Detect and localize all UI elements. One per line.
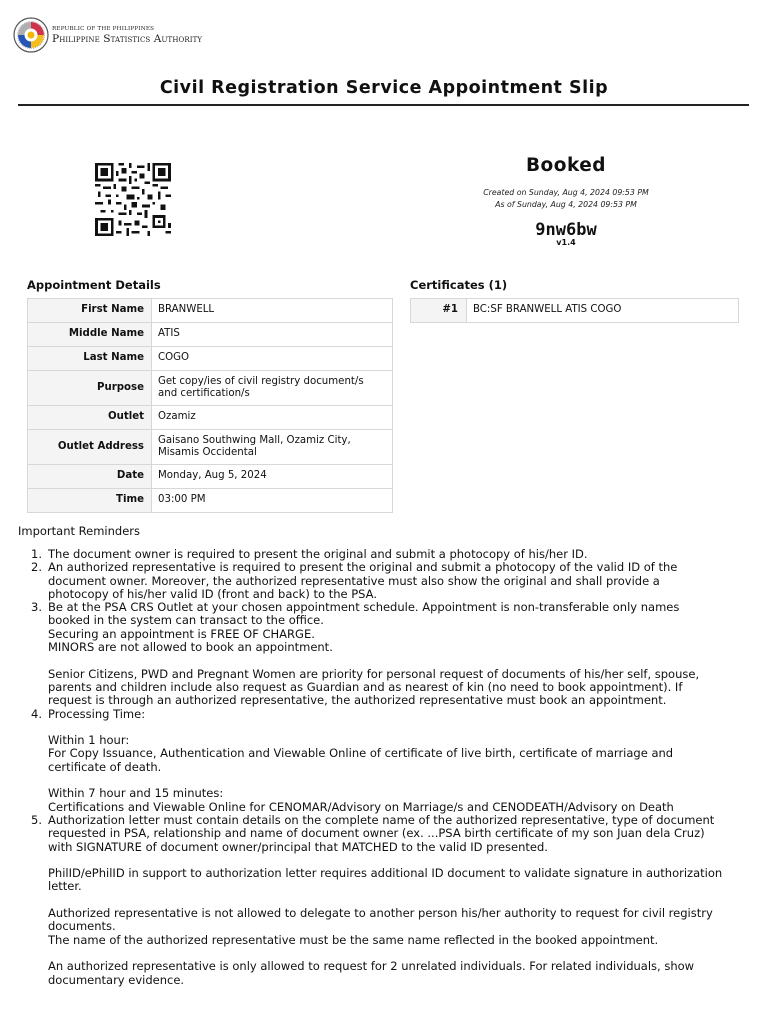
middle-name-value: ATIS	[152, 323, 393, 347]
psa-logo	[13, 17, 202, 53]
first-name-value: BRANWELL	[152, 299, 393, 323]
field-label: Outlet Address	[28, 430, 152, 465]
reminder-text: Be at the PSA CRS Outlet at your chosen appointment schedule. Appointment is non-transferable only names booked in the system can transact to the office. Securing an appointment is FREE OF CHARGE. MINORS are not allowed to book an appointment. Senior Citizens, PWD and Pregnant Women are priority for personal request of documents of his/her self, spouse, parents and children include also request as Guardian and as nearest of kin (no need to book appointment). If request is through an authorized representative, the authorized representative must book an appointment.	[48, 600, 700, 708]
list-number: 1.	[31, 547, 42, 561]
version-label: v1.4	[556, 238, 576, 247]
table-row	[28, 323, 393, 347]
field-label: Purpose	[28, 371, 152, 406]
date-value: Monday, Aug 5, 2024	[152, 465, 393, 489]
as-of-timestamp: As of Sunday, Aug 4, 2024 09:53 PM	[495, 200, 637, 209]
list-number: 3.	[31, 600, 42, 615]
table-row	[28, 489, 393, 513]
field-label: First Name	[28, 299, 152, 323]
table-row	[28, 347, 393, 371]
list-item	[18, 548, 753, 561]
created-timestamp: Created on Sunday, Aug 4, 2024 09:53 PM	[483, 188, 649, 197]
field-label: Time	[28, 489, 152, 513]
table-row	[28, 465, 393, 489]
agency-name: Philippine Statistics Authority	[52, 32, 203, 45]
table-row	[28, 299, 393, 323]
field-label: Last Name	[28, 347, 152, 371]
certificate-value: BC:SF BRANWELL ATIS COGO	[467, 299, 739, 323]
certificates-heading: Certificates (1)	[410, 278, 508, 292]
time-value: 03:00 PM	[152, 489, 393, 513]
page-title: Civil Registration Service Appointment Slip	[159, 78, 609, 98]
reminder-text: Processing Time: Within 1 hour: For Copy Issuance, Authentication and Viewable Online of certificate of live birth, certificate of marriage and certificate of death. Within 7 hour and 15 minutes: Certifications and Viewable Online for CENOMAR/Advisory on Marriage/s and CENODEATH/Advisory on Death	[48, 706, 674, 814]
reminders-heading: Important Reminders	[18, 524, 140, 538]
list-number: 4.	[31, 706, 42, 721]
agency-country: REPUBLIC OF THE PHILIPPINES	[52, 25, 155, 32]
table-row	[28, 371, 393, 406]
reminders-list	[18, 548, 753, 987]
list-item	[18, 814, 753, 987]
title-divider	[18, 104, 749, 106]
psa-seal-icon	[13, 17, 49, 53]
field-label: Outlet	[28, 406, 152, 430]
list-item	[18, 708, 753, 814]
table-row	[28, 406, 393, 430]
certificate-number: #1	[411, 299, 467, 323]
purpose-value: Get copy/ies of civil registry document/s and certification/s	[152, 371, 393, 406]
appointment-details-heading: Appointment Details	[27, 278, 161, 292]
reminder-text: Authorization letter must contain details on the complete name of the authorized representative, type of document requested in PSA, relationship and name of document owner (ex. ...PSA birth certificate of my son Juan dela Cruz) with SIGNATURE of document owner/principal that MATCHED to the valid ID presented. PhilID/ePhilID in support to authorization letter requires additional ID document to validate signature in authorization letter. Authorized representative is not allowed to delegate to another person his/her authority to request for civil registry documents. The name of the authorized representative must be the same name reflected in the booked appointment. An authorized representative is only allowed to request for 2 unrelated individuals. For related individuals, show documentary evidence.	[48, 812, 723, 987]
appointment-details-table	[27, 298, 393, 513]
last-name-value: COGO	[152, 347, 393, 371]
table-row	[28, 430, 393, 465]
table-row	[411, 299, 739, 323]
certificates-table	[410, 298, 739, 323]
list-number: 5.	[31, 812, 42, 827]
list-item	[18, 601, 753, 707]
field-label: Middle Name	[28, 323, 152, 347]
reminder-text: The document owner is required to present the original and submit a photocopy of his/her ID.	[48, 547, 588, 561]
reminder-text: An authorized representative is required to present the original and submit a photocopy of the valid ID of the document owner. Moreover, the authorized representative must also show the original and shall provide a photocopy of his/her valid ID (front and back) to the PSA.	[48, 560, 678, 601]
qr-code-icon	[95, 163, 171, 236]
outlet-address-value: Gaisano Southwing Mall, Ozamiz City, Misamis Occidental	[152, 430, 393, 465]
field-label: Date	[28, 465, 152, 489]
reference-code: 9nw6bw	[535, 220, 597, 240]
booking-status: Booked	[525, 155, 607, 176]
list-number: 2.	[31, 560, 42, 575]
outlet-value: Ozamiz	[152, 406, 393, 430]
list-item	[18, 561, 753, 601]
